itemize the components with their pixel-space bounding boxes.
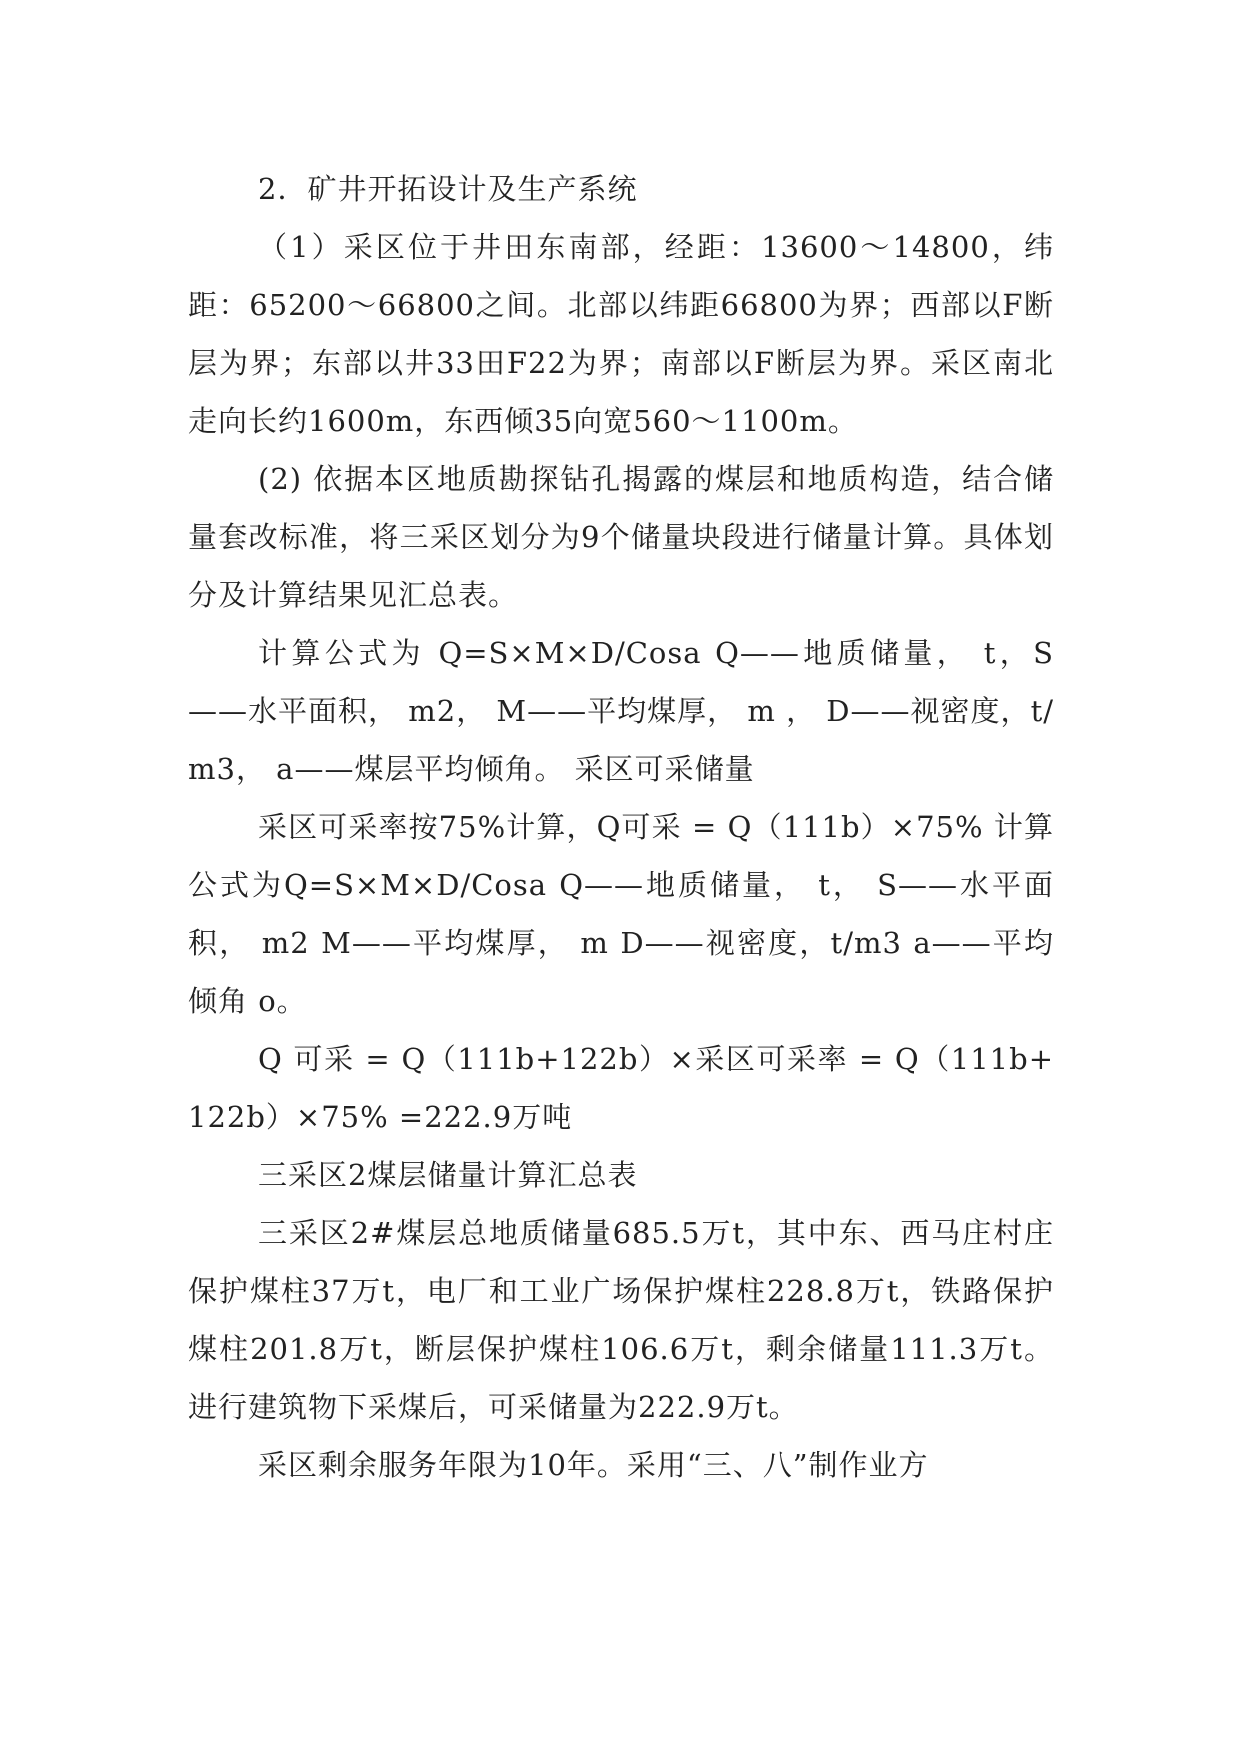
paragraph-reserve-summary: 三采区2#煤层总地质储量685.5万t，其中东、西马庄村庄保护煤柱37万t，电厂和工业广场保护煤柱228.8万t，铁路保护煤柱201.8万t，断层保护煤柱106.6万t，剩余储量111.3万t。进行建筑物下采煤后，可采储量为222.9万t。 <box>188 1216 1054 1424</box>
paragraph-table-title: 三采区2煤层储量计算汇总表 <box>258 1158 638 1192</box>
paragraph-location: （1）采区位于井田东南部，经距：13600～14800，纬距：65200～66800之间。北部以纬距66800为界；西部以F断层为界；东部以井33田F22为界；南部以F断层为界。采区南北走向长约1600m，东西倾35向宽560～1100m。 <box>188 230 1054 438</box>
paragraph-service-life: 采区剩余服务年限为10年。采用“三、八”制作业方 <box>258 1448 929 1482</box>
section-heading: 2．矿井开拓设计及生产系统 <box>258 172 638 206</box>
paragraph-formula: 计算公式为 Q=S×M×D/Cosa Q——地质储量， t，S——水平面积， m2， M——平均煤厚， m ， D——视密度，t/m3， a——煤层平均倾角。 采区可采储量 <box>188 636 1054 786</box>
paragraph-recovery-rate: 采区可采率按75%计算，Q可采 = Q（111b）×75% 计算公式为Q=S×M×D/Cosa Q——地质储量， t， S——水平面积， m2 M——平均煤厚， m D——视密度，t/m3 a——平均倾角 o。 <box>188 810 1054 1018</box>
document-body <box>188 160 1054 1494</box>
paragraph-reserve-blocks: (2) 依据本区地质勘探钻孔揭露的煤层和地质构造，结合储量套改标准，将三采区划分为9个储量块段进行储量计算。具体划分及计算结果见汇总表。 <box>188 462 1054 612</box>
paragraph-recoverable-reserve: Q 可采 = Q（111b+122b）×采区可采率 = Q（111b+122b）×75% =222.9万吨 <box>188 1042 1054 1134</box>
